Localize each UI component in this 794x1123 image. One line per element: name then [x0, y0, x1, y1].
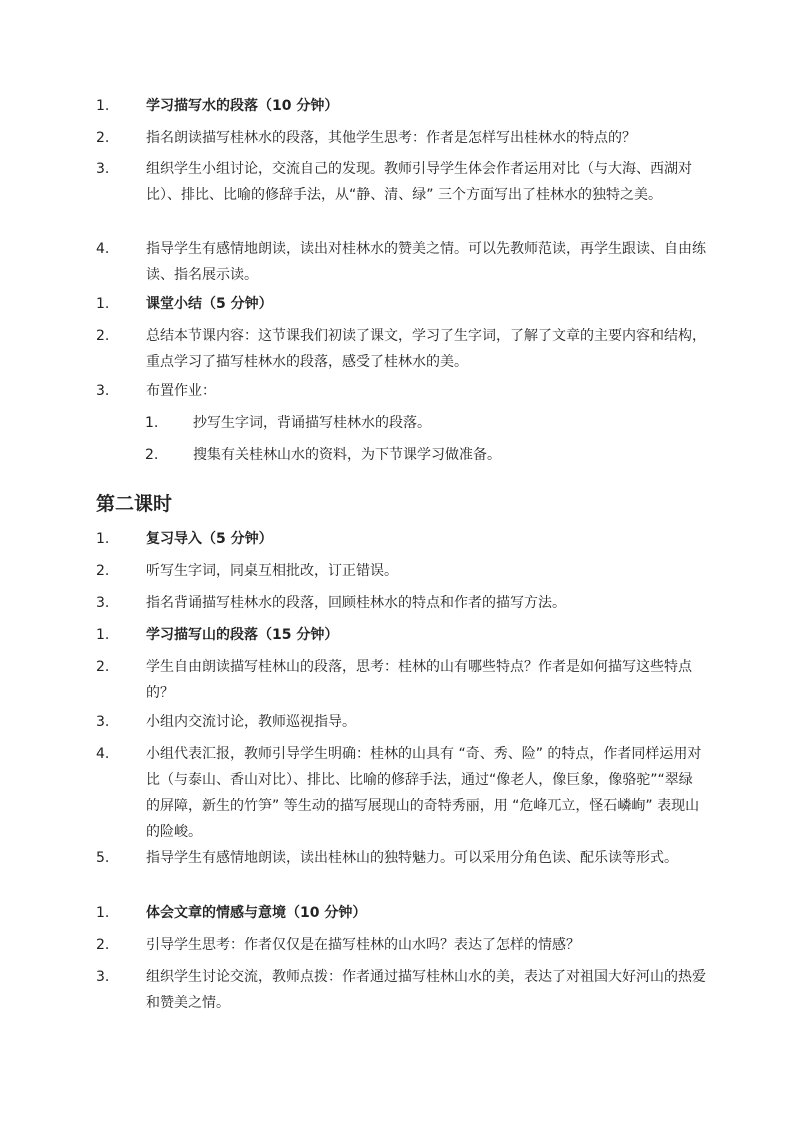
list-text: 指导学生有感情地朗读，读出对桂林水的赞美之情。可以先教师范读，再学生跟读、自由练读、指名展示读。 [146, 241, 706, 283]
list-text: 指名背诵描写桂林水的段落，回顾桂林水的特点和作者的描写方法。 [146, 595, 566, 611]
list-item [96, 964, 706, 1016]
list-item [96, 236, 706, 288]
list-text: 组织学生小组讨论，交流自己的发现。教师引导学生体会作者运用对比（与大海、西湖对比）、排比、比喻的修辞手法，从“静、清、绿” 三个方面写出了桂林水的独特之美。 [146, 161, 692, 203]
list-text: 引导学生思考：作者仅仅是在描写桂林的山水吗？表达了怎样的情感？ [146, 937, 580, 953]
list-number: 3. [96, 595, 110, 611]
list-item [96, 291, 706, 317]
list-heading: 学习描写水的段落（10 分钟） [146, 98, 339, 114]
list-number: 1. [96, 296, 110, 312]
list-text: 组织学生讨论交流，教师点拨：作者通过描写桂林山水的美，表达了对祖国大好河山的热爱和赞美之情。 [146, 969, 706, 1011]
list-number: 3. [96, 969, 110, 985]
list-number: 2. [96, 937, 110, 953]
list-item [96, 558, 706, 584]
list-item [96, 526, 706, 552]
list-item [96, 932, 706, 958]
list-item [96, 323, 706, 375]
list-item [96, 654, 706, 706]
list-item [96, 93, 706, 119]
list-item [96, 709, 706, 735]
list-number: 1. [145, 415, 159, 431]
list-number: 2. [96, 328, 110, 344]
list-number: 1. [96, 627, 110, 643]
list-text: 抄写生字词，背诵描写桂林水的段落。 [193, 415, 431, 431]
list-item [96, 900, 706, 926]
list-text: 小组代表汇报，教师引导学生明确：桂林的山具有 “奇、秀、险” 的特点，作者同样运用对比（与泰山、香山对比）、排比、比喻的修辞手法，通过“像老人，像巨象，像骆驼”“翠绿的屏障，新生的竹笋” 等生动的描写展现山的奇特秀丽，用 “危峰兀立，怪石嶙峋” 表现山的险峻。 [146, 746, 702, 840]
list-text: 指名朗读描写桂林水的段落，其他学生思考：作者是怎样写出桂林水的特点的？ [146, 130, 636, 146]
list-item [96, 622, 706, 648]
list-heading: 体会文章的情感与意境（10 分钟） [146, 905, 367, 921]
list-text: 总结本节课内容：这节课我们初读了课文，学习了生字词，了解了文章的主要内容和结构，重点学习了描写桂林水的段落，感受了桂林水的美。 [146, 328, 706, 370]
list-number: 2. [145, 447, 159, 463]
list-item [96, 741, 706, 845]
list-item [96, 590, 706, 616]
list-heading: 学习描写山的段落（15 分钟） [146, 627, 339, 643]
list-number: 3. [96, 383, 110, 399]
list-number: 4. [96, 746, 110, 762]
list-number: 2. [96, 563, 110, 579]
list-number: 5. [96, 850, 110, 866]
list-number: 2. [96, 130, 110, 146]
list-text: 小组内交流讨论，教师巡视指导。 [146, 714, 356, 730]
list-number: 4. [96, 241, 110, 257]
list-text: 学生自由朗读描写桂林山的段落，思考：桂林的山有哪些特点？作者是如何描写这些特点的？ [146, 659, 692, 701]
sub-list-item [145, 410, 705, 436]
list-text: 听写生字词，同桌互相批改，订正错误。 [146, 563, 398, 579]
list-item [96, 845, 706, 871]
list-number: 3. [96, 161, 110, 177]
list-item [96, 378, 706, 404]
list-number: 1. [96, 98, 110, 114]
section-heading: 第二课时 [96, 493, 173, 515]
sub-list-item [145, 442, 705, 468]
list-text: 布置作业： [146, 383, 216, 399]
list-text: 指导学生有感情地朗读，读出桂林山的独特魅力。可以采用分角色读、配乐读等形式。 [146, 850, 678, 866]
list-item [96, 156, 706, 208]
list-text: 搜集有关桂林山水的资料，为下节课学习做准备。 [193, 447, 501, 463]
list-item [96, 125, 706, 151]
list-number: 1. [96, 905, 110, 921]
list-number: 1. [96, 531, 110, 547]
list-number: 2. [96, 659, 110, 675]
list-heading: 复习导入（5 分钟） [146, 531, 273, 547]
list-heading: 课堂小结（5 分钟） [146, 296, 273, 312]
list-number: 3. [96, 714, 110, 730]
